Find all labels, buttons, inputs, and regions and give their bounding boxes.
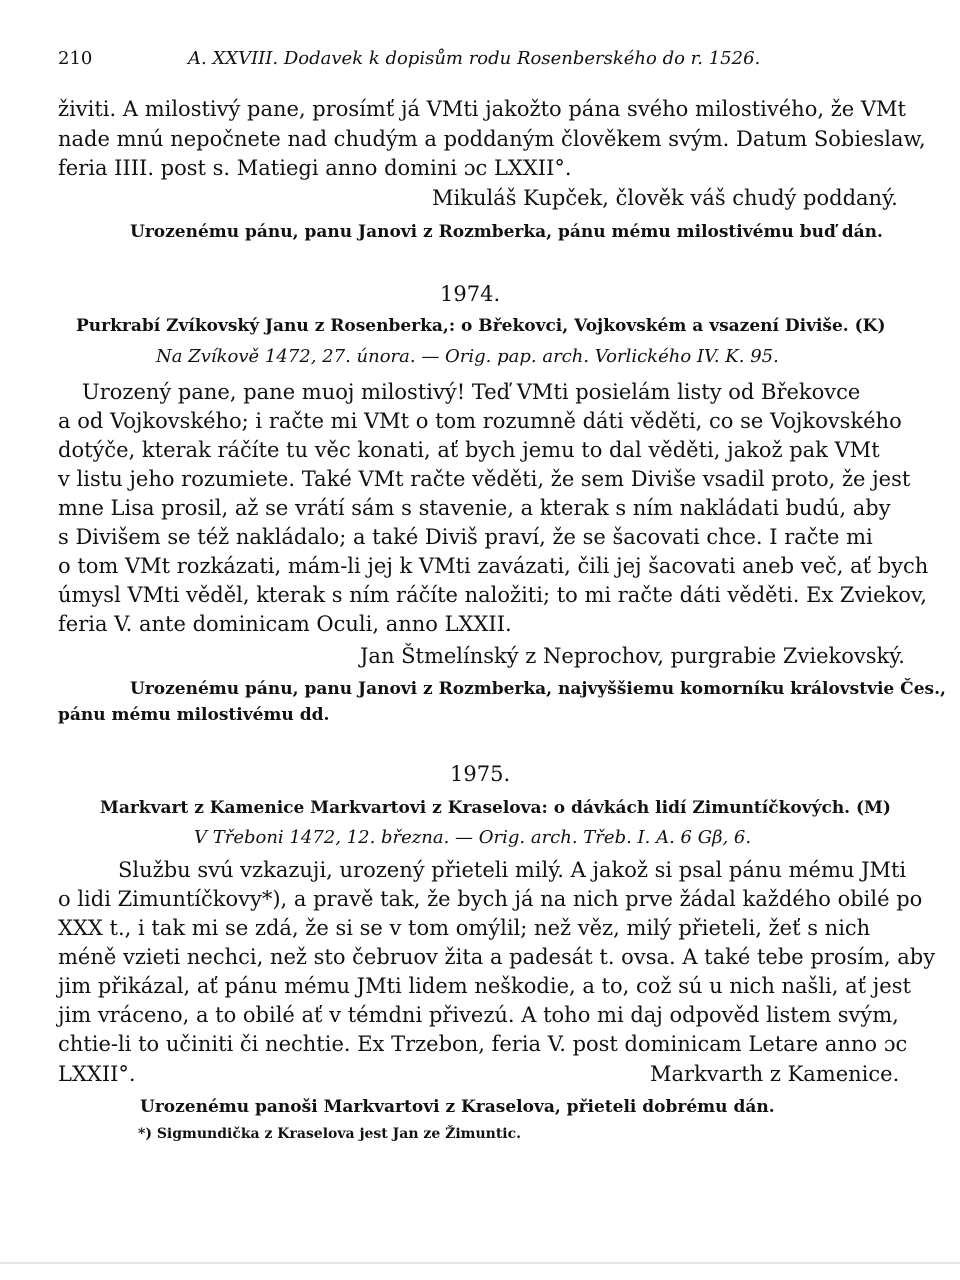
letter-number-1975: 1975.	[450, 762, 511, 786]
letter-1974-line-5: mne Lisa prosil, až se vrátí sám s stavenie, a kterak s ním nakládati budú, aby	[58, 496, 891, 520]
letter-1974-summary: Purkrabí Zvíkovský Janu z Rosenberka,: o Břekovci, Vojkovském a vsazení Diviše. (K)	[76, 316, 886, 336]
letter-1974-line-9: feria V. ante dominicam Oculi, anno LXXII.	[58, 612, 512, 636]
letter-1975-line-7: chtie-li to učiniti či nechtie. Ex Trzebon, feria V. post dominicam Letare anno ɔc	[58, 1032, 908, 1056]
letter-1974-line-8: úmysl VMti věděl, kterak s ním ráčíte naložiti; to mi račte dáti věděti. Ex Zviekov,	[58, 583, 927, 607]
letter-1974-line-2: a od Vojkovského; i račte mi VMt o tom rozumně dáti věděti, co se Vojkovského	[58, 409, 902, 433]
running-title: A. XXVIII. Dodavek k dopisům rodu Rosenberského do r. 1526.	[188, 48, 761, 69]
letter-1975-line-6: jim vráceno, a to obilé ať v témdni přivezú. A toho mi daj odpověd listem svým,	[58, 1003, 899, 1027]
intro-signature: Mikuláš Kupček, člověk váš chudý poddaný.	[432, 186, 898, 210]
letter-1975-summary: Markvart z Kamenice Markvartovi z Kraselova: o dávkách lidí Zimuntíčkových. (M)	[100, 798, 891, 818]
letter-1975-line-4: méně vzieti nechci, než sto čebruov žita a padesát t. ovsa. A také tebe prosím, aby	[58, 945, 936, 969]
letter-1975-line-5: jim přikázal, ať pánu mému JMti lidem neškodie, a to, což sú u nich našli, ať jest	[58, 974, 911, 998]
intro-address: Urozenému pánu, panu Janovi z Rozmberka, pánu mému milostivému buď dán.	[130, 222, 883, 242]
intro-line-1	[58, 97, 904, 121]
letter-1975-line-1: Službu svú vzkazuji, urozený přieteli milý. A jakož si psal pánu mému JMti	[118, 858, 907, 882]
letter-1974-source: Na Zvíkově 1472, 27. února. — Orig. pap. arch. Vorlického IV. K. 95.	[156, 346, 779, 367]
letter-number-1974: 1974.	[440, 282, 501, 306]
letter-1974-address-1: Urozenému pánu, panu Janovi z Rozmberka, najvyššiemu komorníku královstvie Čes.,	[130, 679, 946, 699]
page-number: 210	[58, 48, 93, 69]
letter-1974-line-1: Urozený pane, pane muoj milostivý! Teď VMti posielám listy od Břekovce	[82, 380, 861, 404]
letter-1975-source: V Třeboni 1472, 12. března. — Orig. arch. Třeb. I. A. 6 Gβ, 6.	[194, 827, 752, 848]
letter-1974-signature: Jan Štmelínský z Neprochov, purgrabie Zviekovský.	[360, 644, 905, 668]
letter-1975-signature: Markvarth z Kamenice.	[650, 1062, 900, 1086]
footnote: *) Sigmundička z Kraselova jest Jan ze Žimuntic.	[138, 1126, 522, 1142]
letter-1974-line-6: s Divišem se též nakládalo; a také Diviš praví, že se šacovati chce. I račte mi	[58, 525, 873, 549]
letter-1975-address: Urozenému panoši Markvartovi z Kraselova, přieteli dobrému dán.	[140, 1097, 775, 1117]
page-bottom-edge	[0, 1262, 960, 1264]
letter-1974-line-3: dotýče, kterak ráčíte tu věc konati, ať bych jemu to dal věděti, jakož pak VMt	[58, 438, 880, 462]
letter-1974-line-7: o tom VMt rozkázati, mám-li jej k VMti zavázati, čili jej šacovati aneb več, ať bych	[58, 554, 929, 578]
intro-text-1: živiti. A milostivý pane, prosímť já VMti jakožto pána svého milostivého, že VMt	[58, 97, 906, 121]
letter-1975-line-3: XXX t., i tak mi se zdá, že si se v tom omýlil; než věz, milý přieteli, žeť s nich	[58, 916, 871, 940]
letter-1975-line-2: o lidi Zimuntíčkovy*), a pravě tak, že bych já na nich prve žádal každého obilé po	[58, 887, 923, 911]
letter-1975-last-line: LXXII°.	[58, 1062, 136, 1086]
letter-1974-line-4: v listu jeho rozumiete. Také VMt račte věděti, že sem Diviše vsadil proto, že jest	[58, 467, 911, 491]
intro-line-3: feria IIII. post s. Matiegi anno domini ɔc LXXII°.	[58, 156, 572, 180]
intro-line-2: nade mnú nepočnete nad chudým a poddaným člověkem svým. Datum Sobieslaw,	[58, 127, 926, 151]
letter-1974-address-2: pánu mému milostivému dd.	[58, 705, 330, 725]
